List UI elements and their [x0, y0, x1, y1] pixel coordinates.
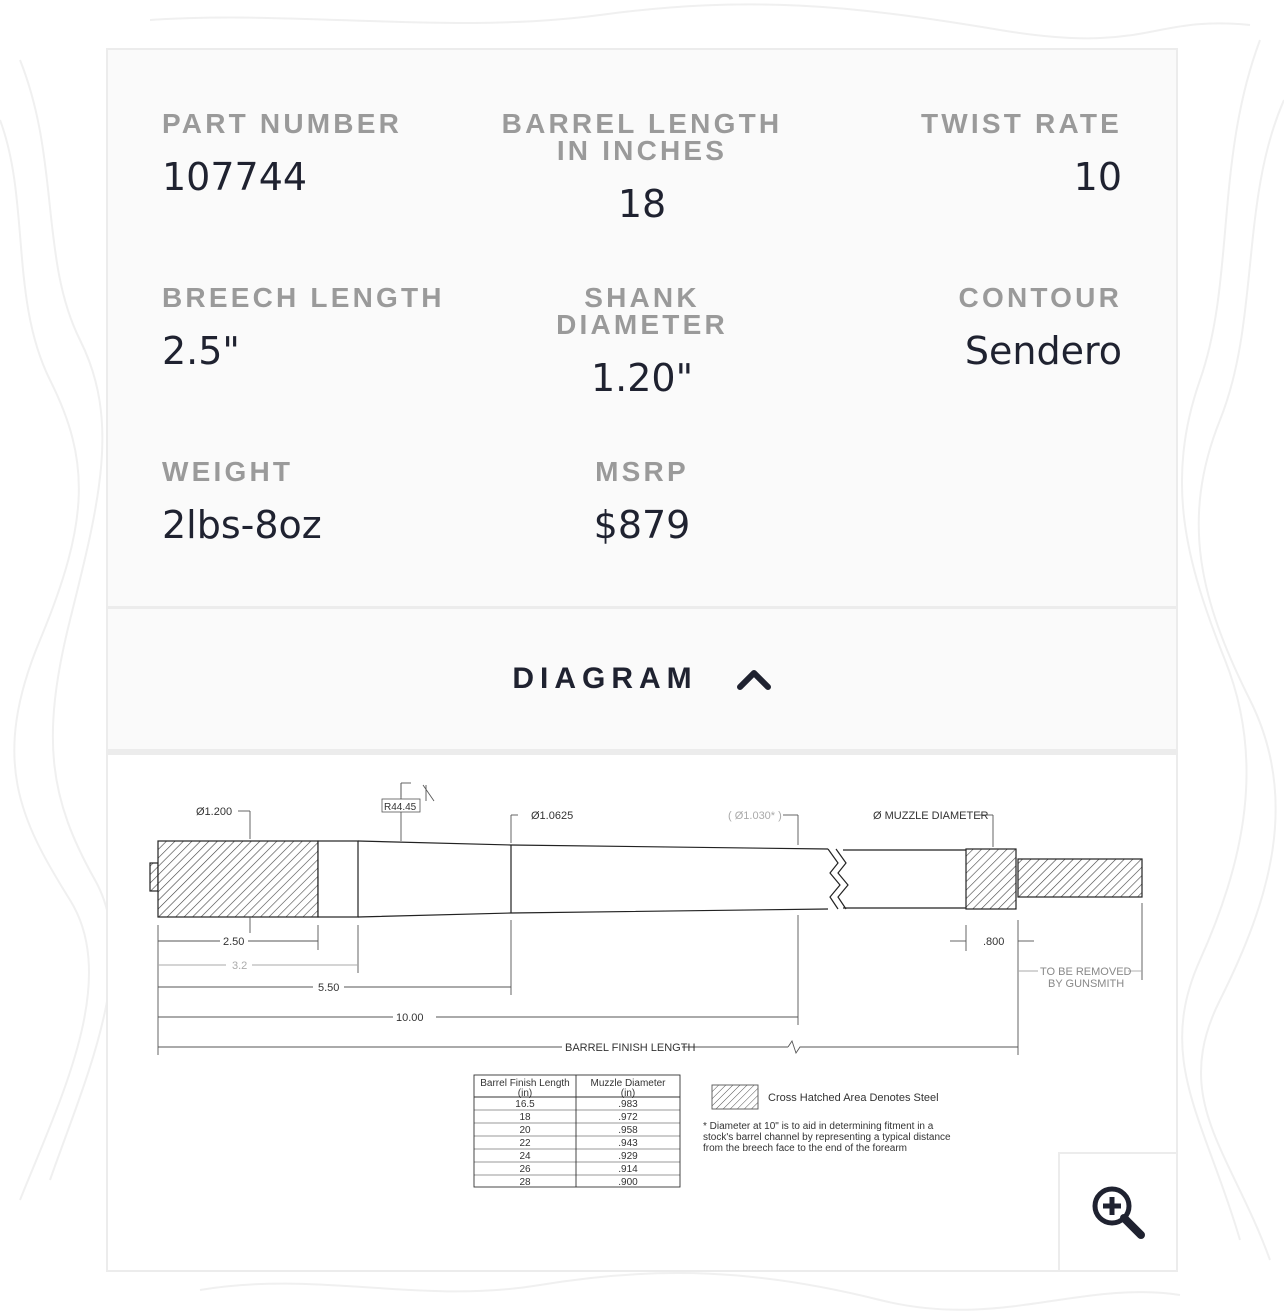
dim-barrel-finish-length: BARREL FINISH LENGTH — [565, 1042, 696, 1054]
spec-value: 2.5" — [162, 329, 240, 373]
remove-note-line1: TO BE REMOVED — [1040, 966, 1132, 978]
dim-breech-diameter: Ø1.200 — [196, 806, 233, 818]
table-cell: .958 — [618, 1125, 638, 1136]
spec-value: Sendero — [964, 329, 1122, 373]
spec-label: CONTOUR — [958, 282, 1122, 313]
hatch-legend-text: Cross Hatched Area Denotes Steel — [768, 1092, 939, 1104]
diagram-toggle-button[interactable] — [108, 609, 1176, 749]
spec-grid — [108, 50, 1176, 608]
footnote-line3: from the breech face to the end of the forearm — [703, 1143, 908, 1154]
spec-value: 107744 — [162, 155, 308, 199]
spec-label: BREECH LENGTH — [162, 282, 445, 313]
technical-drawing-svg — [108, 755, 1176, 1270]
table-cell: 24 — [519, 1151, 531, 1162]
hatch-legend-swatch — [712, 1085, 758, 1109]
spec-twist-rate — [802, 110, 1122, 199]
table-cell: 22 — [519, 1138, 531, 1149]
spec-weight — [162, 458, 482, 547]
spec-label: WEIGHT — [162, 456, 294, 487]
dim-0-800: .800 — [983, 936, 1005, 948]
table-cell: .929 — [618, 1151, 638, 1162]
spec-label: BARREL LENGTH IN INCHES — [501, 108, 783, 166]
table-header-cell: (in) — [517, 1088, 533, 1099]
spec-shank-diameter — [482, 284, 802, 400]
table-cell: .972 — [618, 1112, 638, 1123]
table-cell: .943 — [618, 1138, 638, 1149]
table-cell: .900 — [618, 1177, 638, 1188]
spec-msrp — [482, 458, 802, 547]
table-cell: .914 — [618, 1164, 638, 1175]
spec-barrel-length — [482, 110, 802, 226]
dim-10-00: 10.00 — [396, 1012, 424, 1024]
dim-3-2: 3.2 — [232, 960, 248, 972]
table-cell: 16.5 — [515, 1099, 535, 1110]
table-header-cell: Muzzle Diameter — [590, 1078, 666, 1089]
dim-5-50: 5.50 — [318, 982, 340, 994]
chevron-up-icon — [736, 667, 772, 691]
product-spec-card — [106, 48, 1178, 1272]
dim-muzzle-diameter: Ø MUZZLE DIAMETER — [873, 810, 989, 822]
diagram-toggle-label: DIAGRAM — [512, 662, 698, 695]
table-header-cell: (in) — [620, 1088, 636, 1099]
footnote-line2: stock's barrel channel by representing a typical distance — [703, 1132, 951, 1143]
dim-shank-diameter: Ø1.0625 — [531, 810, 574, 822]
table-cell: 28 — [519, 1177, 531, 1188]
table-cell: .983 — [618, 1099, 638, 1110]
spec-contour — [802, 284, 1122, 373]
spec-value: 2lbs-8oz — [162, 503, 322, 547]
dim-reference-diameter: ( Ø1.030* ) — [728, 810, 782, 822]
muzzle-diameter-table — [474, 1075, 680, 1188]
spec-label: TWIST RATE — [920, 108, 1122, 139]
table-cell: 20 — [519, 1125, 531, 1136]
spec-value: 1.20" — [590, 356, 694, 400]
zoom-in-button[interactable] — [1058, 1152, 1176, 1270]
remove-note-line2: BY GUNSMITH — [1048, 978, 1125, 990]
barrel-technical-drawing — [108, 755, 1176, 1270]
table-cell: 18 — [519, 1112, 531, 1123]
spec-value: $879 — [593, 503, 691, 547]
spec-value: 18 — [617, 182, 667, 226]
spec-breech-length — [162, 284, 482, 373]
spec-label: SHANK DIAMETER — [556, 282, 728, 340]
table-cell: 26 — [519, 1164, 531, 1175]
footnote-line1: * Diameter at 10" is to aid in determining fitment in a — [703, 1121, 934, 1132]
zoom-in-icon — [1089, 1183, 1147, 1241]
dim-2-50: 2.50 — [223, 936, 245, 948]
table-header-cell: Barrel Finish Length — [480, 1078, 570, 1089]
dim-radius: R44.45 — [384, 802, 417, 813]
spec-part-number — [162, 110, 482, 199]
spec-label: MSRP — [595, 456, 689, 487]
spec-value: 10 — [1073, 155, 1122, 199]
spec-label: PART NUMBER — [162, 108, 403, 139]
